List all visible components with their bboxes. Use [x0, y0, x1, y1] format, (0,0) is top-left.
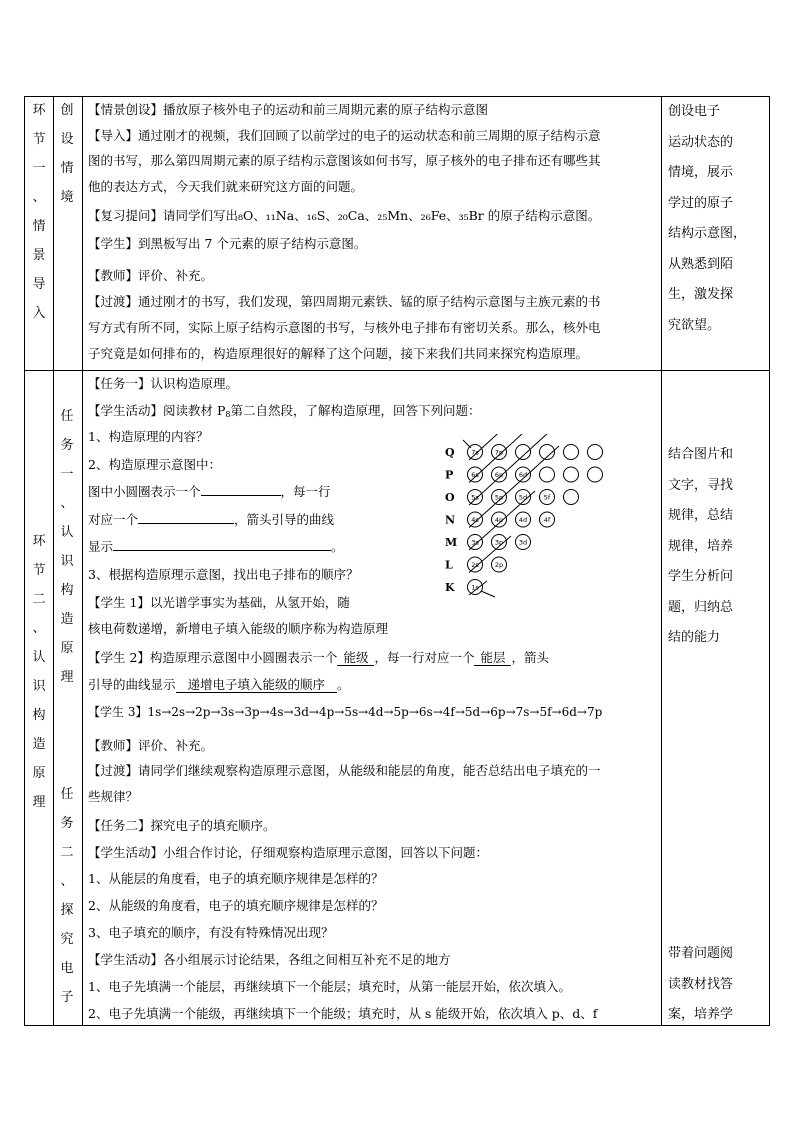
- text-line: 【教师】评价、补充。: [88, 268, 214, 283]
- aufbau-diagram: [440, 434, 635, 604]
- orbital-label: 7s: [471, 448, 479, 457]
- text-line: 2、电子先填满一个能级，再继续填下一个能级；填充时，从 s 能级开始，依次填入 p、d、f: [88, 1006, 598, 1021]
- text-line: 他的表达方式，今天我们就来研究这方面的问题。: [88, 179, 364, 194]
- text-line: 1、电子先填满一个能层，再继续填下一个能层；填充时，从第一能层开始，依次填入。: [88, 979, 571, 994]
- text-line: 【复习提问】请同学们写出₈O、₁₁Na、₁₆S、₂₀Ca、₂₅Mn、₂₆Fe、₃₅Br 的原子结构示意图。: [88, 208, 601, 223]
- orbital-label: 4f: [543, 516, 551, 524]
- text-line: 3、电子填充的顺序，有没有特殊情况出现？: [88, 925, 334, 940]
- text-line: 【学生活动】小组合作讨论，仔细观察构造原理示意图，回答以下问题：: [88, 845, 489, 860]
- orbital-label: 3p: [494, 538, 504, 547]
- text-line: 1、从能层的角度看，电子的填充顺序规律是怎样的？: [88, 871, 384, 886]
- text-line: 【学生】到黑板写出 7 个元素的原子结构示意图。: [88, 236, 367, 251]
- orbital-label: 4d: [518, 516, 528, 524]
- text-line: 【学生活动】阅读教材 $P_8$第二自然段，了解构造原理，回答下列问题：: [88, 403, 481, 419]
- text-line: 些规律？: [88, 789, 139, 804]
- element-list: ₈O、₁₁Na、₁₆S、₂₀Ca、₂₅Mn、₂₆Fe、₃₅Br: [238, 208, 484, 223]
- text-line: 图中小圆圈表示一个 ，每一行: [88, 484, 331, 499]
- text-line: 显示 。: [88, 539, 344, 554]
- orbital-label: 1s: [471, 583, 479, 592]
- table-col-divider-1: [53, 96, 54, 1026]
- orbital-label: 5f: [543, 493, 551, 502]
- section1-note: 创设电子 运动状态的 情境，展示 学过的原子 结构示意图， 从熟悉到陌 生，激发探 究欲望。: [668, 104, 747, 333]
- orbital-label: 4s: [471, 516, 479, 524]
- shell-label: M: [445, 536, 458, 549]
- text-line: 【学生 1】以光谱学事实为基础，从氢开始，随: [88, 595, 350, 610]
- table-border-left: [24, 96, 25, 1026]
- text-line: 1、构造原理的内容？: [88, 429, 209, 444]
- task2-label: 任 务 二 、 探 究 电 子: [60, 787, 74, 1005]
- arrow-bottom: [481, 591, 495, 597]
- table-col-divider-2: [82, 96, 83, 1026]
- text-line: 【导入】通过刚才的视频，我们回顾了以前学过的电子的运动状态和前三周期的原子结构示意: [88, 128, 601, 143]
- section1-content: [88, 96, 654, 370]
- orbital-label: 5p: [494, 493, 504, 502]
- shell-label: O: [445, 491, 455, 504]
- text-line: 3、根据构造原理示意图，找出电子排布的顺序？: [88, 567, 359, 582]
- shell-label: Q: [445, 446, 455, 459]
- orbital-circle: [540, 467, 555, 482]
- table-border-right: [769, 96, 770, 1026]
- orbital-label: 7p: [494, 448, 504, 457]
- orbital-label: 6s: [471, 471, 479, 479]
- text-line: 【教师】评价、补充。: [88, 738, 214, 753]
- text-line: 【过渡】通过刚才的书写，我们发现，第四周期元素铁、锰的原子结构示意图与主族元素的书: [88, 294, 601, 309]
- shell-label: K: [445, 581, 455, 594]
- blank-field[interactable]: [113, 538, 331, 551]
- text-line: 【情景创设】播放原子核外电子的运动和前三周期元素的原子结构示意图: [88, 102, 489, 117]
- text-line: 【过渡】请同学们继续观察构造原理示意图，从能级和能层的角度，能否总结出电子填充的一: [88, 763, 601, 778]
- orbital-label: 3d: [518, 538, 528, 547]
- table-col-divider-3: [661, 96, 662, 1026]
- orbital-circle: [588, 445, 603, 460]
- section2-note-2: 带着问题阅 读教材找答 案，培养学: [668, 946, 734, 1022]
- text-line: 【任务二】探究电子的填充顺序。: [88, 818, 276, 833]
- orbital-circle: [516, 445, 531, 460]
- text-line: 对应一个 ，箭头引导的曲线: [88, 512, 335, 527]
- orbital-label: 3s: [471, 538, 479, 547]
- text-line: 【学生 3】1s→2s→2p→3s→3p→4s→3d→4p→5s→4d→5p→6s→4f→5d→6p→7s→5f→6d→7p: [88, 705, 603, 719]
- orbital-label: 2s: [471, 561, 479, 569]
- text-line: 写方式有所不同，实际上原子结构示意图的书写，与核外电子排布有密切关系。那么，核外电: [88, 320, 601, 335]
- text-line: 【学生活动】各小组展示讨论结果，各组之间相互补充不足的地方: [88, 952, 451, 967]
- orbital-label: 6p: [494, 471, 504, 479]
- orbital-label: 2p: [494, 561, 504, 569]
- task1-label: 任 务 一 、 认 识 构 造 原 理: [60, 409, 74, 685]
- blank-field[interactable]: [138, 511, 234, 524]
- section2-note-1: 结合图片和 文字，寻找 规律，总结 规律，培养 学生分析问 题，归纳总 结的能力: [668, 447, 734, 645]
- text-line: 2、构造原理示意图中：: [88, 457, 221, 472]
- section1-label: 环 节 一 、 情 景 导 入: [32, 103, 46, 321]
- orbital-label: 4p: [494, 516, 504, 524]
- section2-label: 环 节 二 、 认 识 构 造 原 理: [32, 534, 46, 810]
- orbital-label: 5d: [518, 493, 528, 502]
- text-line: 【任务一】认识构造原理。: [88, 376, 239, 391]
- orbital-label: 6d: [518, 471, 528, 479]
- orbital-circle: [564, 490, 579, 505]
- arrow-top: [463, 440, 471, 448]
- text-line: 子究竟是如何排布的，构造原理很好的解释了这个问题，接下来我们共同来探究构造原理。: [88, 346, 589, 361]
- shell-label: N: [445, 513, 456, 527]
- text-line: 核电荷数递增，新增电子填入能级的顺序称为构造原理: [88, 621, 389, 636]
- text-line: 引导的曲线显示 递增电子填入能级的顺序 。: [88, 677, 350, 692]
- text-line: 2、从能级的角度看，电子的填充顺序规律是怎样的？: [88, 898, 384, 913]
- orbital-circle: [564, 467, 579, 482]
- text-line: 【学生 2】构造原理示意图中小圆圈表示一个 能级 ，每一行对应一个 能层 ，箭头: [88, 650, 549, 665]
- blank-field[interactable]: [201, 483, 281, 496]
- text-line: 图的书写，那么第四周期元素的原子结构示意图该如何书写，原子核外的电子排布还有哪些其: [88, 153, 601, 168]
- section1-sublabel: 创 设 情 境: [60, 103, 74, 205]
- orbital-circle: [564, 445, 579, 460]
- shell-label: L: [445, 558, 453, 572]
- shell-label: P: [445, 468, 454, 482]
- orbital-circle: [588, 467, 603, 482]
- orbital-label: 5s: [471, 493, 479, 502]
